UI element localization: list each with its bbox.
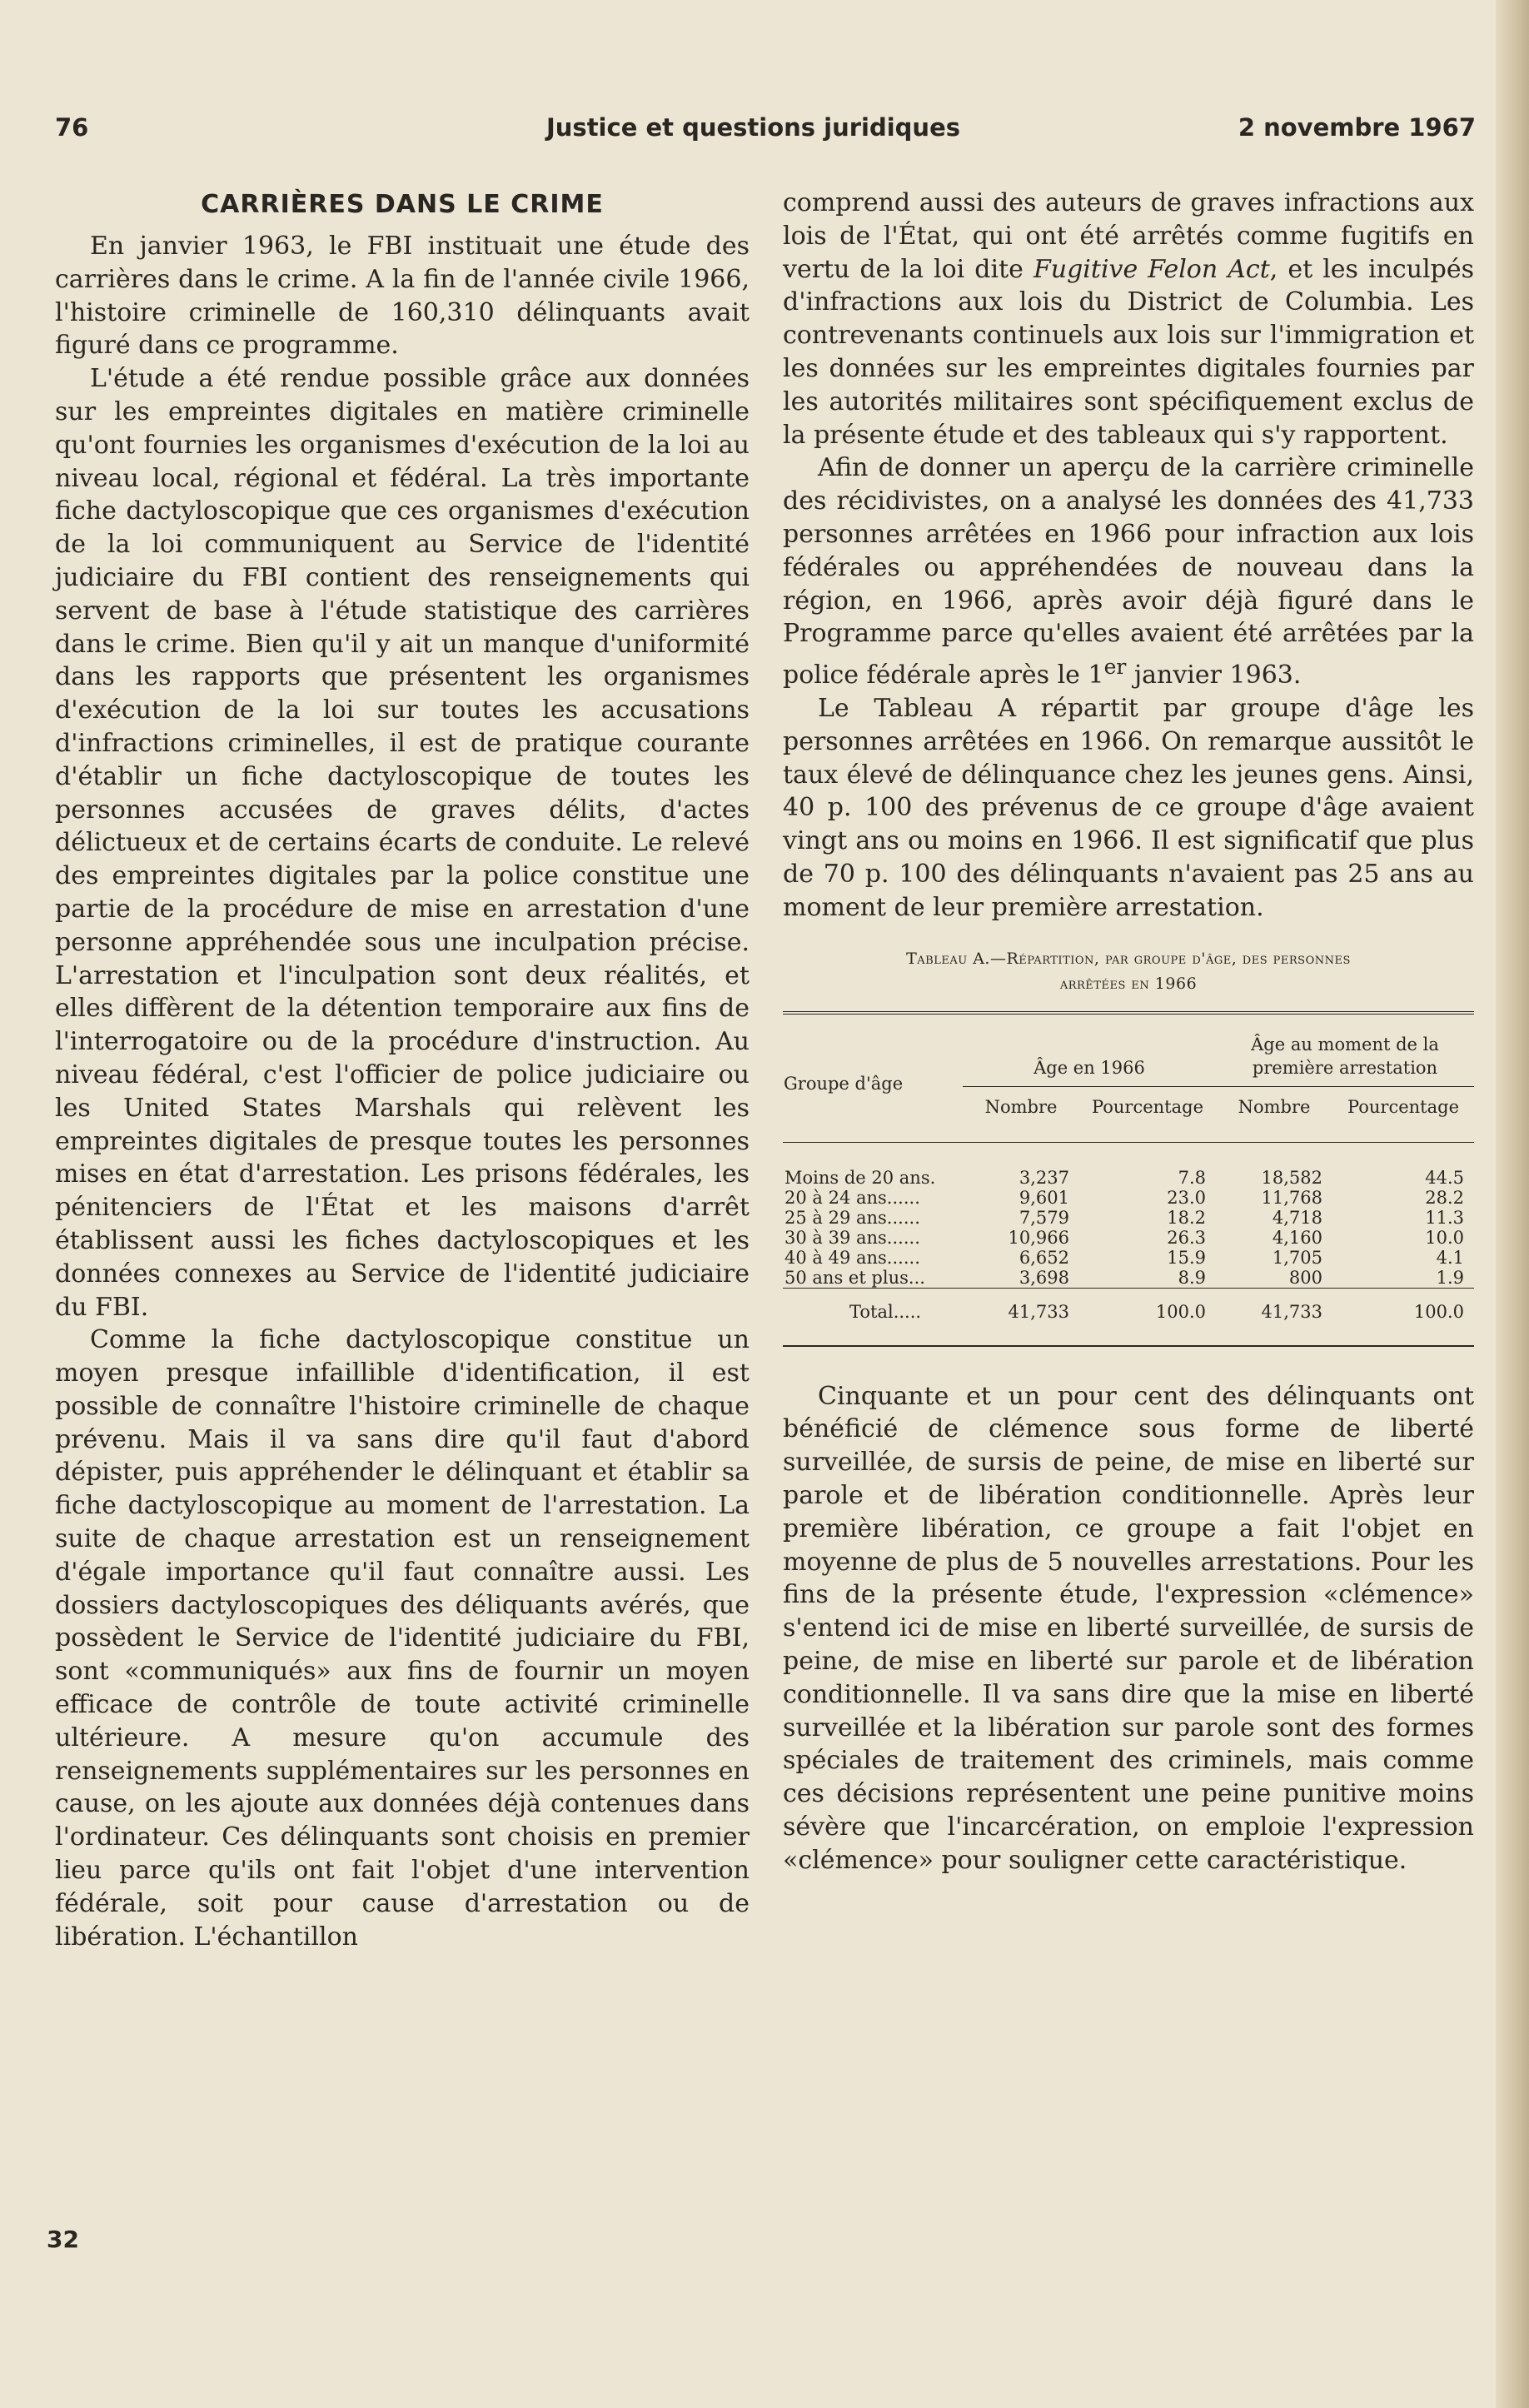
superscript: er (1103, 655, 1127, 680)
page-number: 76 (55, 113, 89, 142)
table-header-group: Groupe d'âge (784, 1074, 904, 1094)
table-total-row: Total..... 41,733 100.0 41,733 100.0 (783, 1288, 1474, 1346)
table-subheader-percent: Pourcentage (1332, 1086, 1474, 1142)
publication-title: Justice et questions juridiques (546, 113, 961, 142)
paragraph: Le Tableau A répartit par groupe d'âge les personnes arrêtées en 1966. On remarque aussitôt le taux élevé de délinquance chez les jeunes gens. Ainsi, 40 p. 100 des prévenus de ce groupe d'âge avaient vingt ans ou moins en 1966. Il est significatif que plus de 70 p. 100 des délinquants n'avaient pas 25 ans au moment de leur première arrestation. (783, 693, 1474, 922)
age-distribution-table (783, 1011, 1474, 1347)
paragraph: L'étude a été rendue possible grâce aux données sur les empreintes digitales en matière criminelle qu'ont fournies les organismes d'exécution de la loi au niveau local, régional et fédéral. La très importante fiche dactyloscopique que ces organismes d'exécution de la loi communiquent au Service de l'identité judiciaire du FBI contient des renseignements qui servent de base à l'étude statistique des carrières dans le crime. Bien qu'il y ait un manque d'uniformité dans les rapports que présentent les organismes d'exécution de la loi sur toutes les accusations d'infractions criminelles, il est de pratique courante d'établir un fiche dactyloscopique de toutes les personnes accusées de graves délits, d'actes délictueux et de certains écarts de conduite. Le relevé des empreintes digitales par la police constitue une partie de la procédure de mise en arrestation d'une personne appréhendée sous une inculpation précise. L'arrestation et l'inculpation sont deux réalités, et elles diffèrent de la détention temporaire aux fins de l'interrogatoire ou de la procédure d'instruction. Au niveau fédéral, c'est l'officier de police judiciaire ou les United States Marshals qui relèvent les empreintes digitales de presque toutes les personnes mises en état d'arrestation. Les prisons fédérales, les pénitenciers de l'État et les maisons d'arrêt établissent aussi les fiches dactyloscopiques et les données connexes au Service de l'identité judiciaire du FBI. (55, 364, 750, 1322)
left-column (55, 187, 750, 1953)
table-subheader-number: Nombre (1216, 1086, 1332, 1142)
paragraph: Afin de donner un aperçu de la carrière criminelle des récidivistes, on a analysé les données des 41,733 personnes arrêtées en 1966 pour infraction aux lois fédérales ou appréhendées de nouveau dans la région, en 1966, après avoir déjà figuré dans le Programme parce qu'elles avaient été arrêtées par la police fédérale après le 1er janvier 1963. (783, 453, 1474, 690)
table-subheader-percent: Pourcentage (1079, 1086, 1216, 1142)
running-header (55, 113, 1476, 155)
right-column (783, 187, 1474, 1877)
article-title: CARRIÈRES DANS LE CRIME (201, 190, 604, 219)
publication-date: 2 novembre 1967 (1238, 113, 1476, 142)
act-name: Fugitive Felon Act (1033, 254, 1270, 284)
table-row: 25 à 29 ans...... 7,579 18.2 4,718 11.3 (784, 1207, 1464, 1228)
page-edge-shadow (1496, 0, 1529, 2408)
footer-page-number: 32 (47, 2226, 79, 2253)
table-row: Moins de 20 ans. 3,237 7.8 18,582 44.5 (784, 1167, 1464, 1188)
table-header-age-1966: Âge en 1966 (1033, 1057, 1145, 1078)
paragraph: comprend aussi des auteurs de graves infractions aux lois de l'État, qui ont été arrêtés comme fugitifs en vertu de la loi dite Fugitive Felon Act, et les inculpés d'infractions aux lois du District de Columbia. Les contrevenants continuels aux lois sur l'immigration et les données sur les empreintes digitales fournies par les autorités militaires sont spécifiquement exclus de la présente étude et des tableaux qui s'y rapportent. (783, 188, 1474, 450)
table-header-age-first-arrest: Âge au moment de la première arrestation (1251, 1034, 1439, 1078)
table-row: 50 ans et plus... 3,698 8.9 800 1.9 (784, 1267, 1464, 1288)
paragraph: En janvier 1963, le FBI instituait une étude des carrières dans le crime. A la fin de l'année civile 1966, l'histoire criminelle de 160,310 délinquants avait figuré dans ce programme. (55, 232, 750, 361)
paragraph: Cinquante et un pour cent des délinquants ont bénéficié de clémence sous forme de liberté surveillée, de sursis de peine, de mise en liberté sur parole et de libération conditionnelle. Après leur première libération, ce groupe a fait l'objet en moyenne de plus de 5 nouvelles arrestations. Pour les fins de la présente étude, l'expression «clémence» s'entend ici de mise en liberté surveillée, de sursis de peine, de mise en liberté sur parole et de libération conditionnelle. Il va sans dire que la mise en liberté surveillée et la libération sur parole sont des formes spéciales de traitement des criminels, mais comme ces décisions représentent une peine punitive moins sévère que l'incarcération, on emploie l'expression «clémence» pour souligner cette caractéristique. (783, 1381, 1474, 1875)
table-caption: Tableau A.—Répartition, par groupe d'âge, des personnes arrêtées en 1966 (906, 949, 1351, 993)
table-row: 20 à 24 ans...... 9,601 23.0 11,768 28.2 (784, 1187, 1464, 1208)
table-subheader-number: Nombre (963, 1086, 1079, 1142)
table-row: 30 à 39 ans...... 10,966 26.3 4,160 10.0 (784, 1227, 1464, 1248)
table-row: 40 à 49 ans...... 6,652 15.9 1,705 4.1 (784, 1247, 1464, 1268)
paragraph: Comme la fiche dactyloscopique constitue un moyen presque infaillible d'identification, il est possible de connaître l'histoire criminelle de chaque prévenu. Mais il va sans dire qu'il faut d'abord dépister, puis appréhender le délinquant et établir sa fiche dactyloscopique au moment de l'arrestation. La suite de chaque arrestation est un renseignement d'égale importance qu'il faut connaître aussi. Les dossiers dactyloscopiques des déliquants avérés, que possèdent le Service de l'identité judiciaire du FBI, sont «communiqués» aux fins de fournir un moyen efficace de contrôle de toute activité criminelle ultérieure. A mesure qu'on accumule des renseignements supplémentaires sur les personnes en cause, on les ajoute aux données déjà contenues dans l'ordinateur. Ces délinquants sont choisis en premier lieu parce qu'ils ont fait l'objet d'une intervention fédérale, soit pour cause d'arrestation ou de libération. L'échantillon (55, 1325, 750, 1952)
